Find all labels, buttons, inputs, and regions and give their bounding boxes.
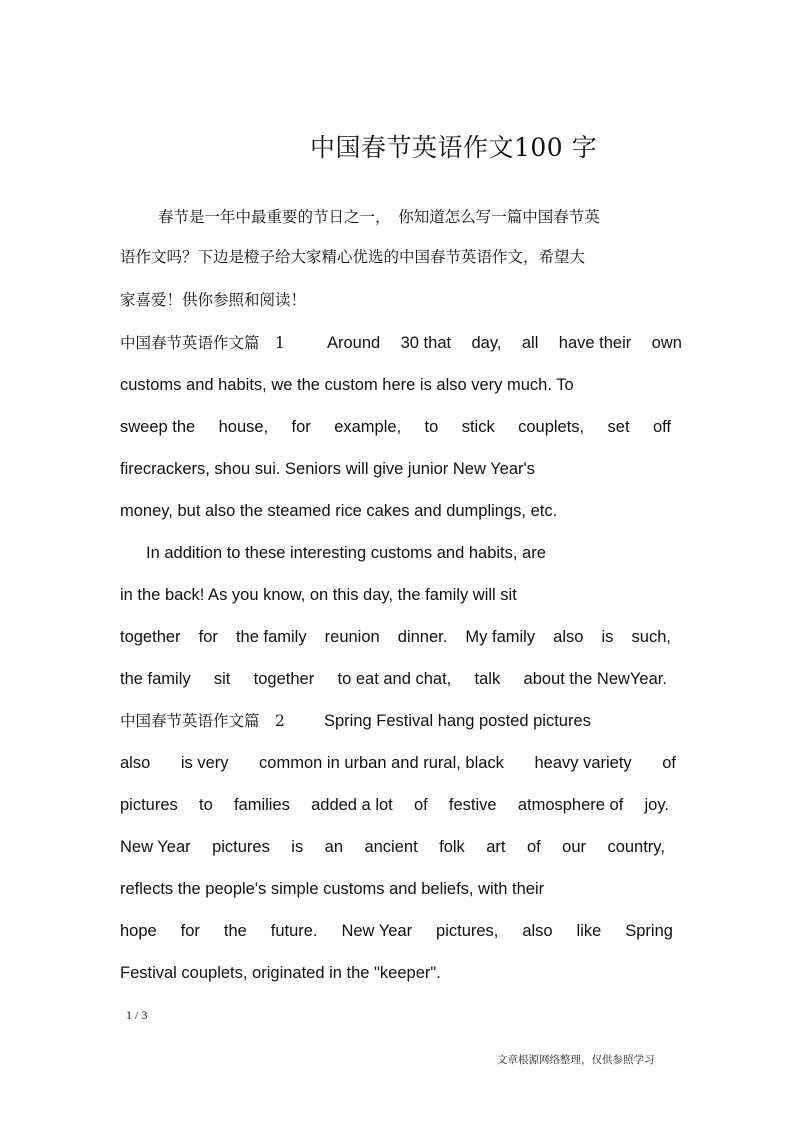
word: couplets, [518,418,585,436]
essay2-line-2 [120,753,676,773]
word: own [651,334,682,352]
essay1-line-6: In addition to these interesting customs and habits, are [146,544,546,562]
word: to [424,418,439,436]
intro-line-2: 语作文吗？下边是橙子给大家精心优选的中国春节英语作文，希望大 [120,248,586,266]
word: day, [471,334,502,352]
intro-line-1: 春节是一年中最重要的节日之一， 你知道怎么写一篇中国春节英 [158,208,600,226]
word: atmosphere of [517,796,624,814]
word: is [291,838,304,856]
word: set [607,418,630,436]
word: the [223,922,247,940]
word: art [486,838,506,856]
word: all [521,334,539,352]
word: to [198,796,213,814]
word: also [553,628,584,646]
essay2-line-4 [120,837,665,857]
word: of [662,754,676,772]
word: hope [120,922,157,940]
word: like [576,922,602,940]
word: families [233,796,290,814]
word: off [652,418,671,436]
essay1-line-8 [120,627,671,647]
word: also [120,754,151,772]
word: folk [439,838,465,856]
word: is very [180,754,229,772]
word: example, [334,418,402,436]
word: the family [235,628,307,646]
word: common in urban and rural, black [259,754,504,772]
word: house, [218,418,269,436]
word: 30 that [400,334,452,352]
word: joy. [644,796,669,814]
essay1-line-7: in the back! As you know, on this day, the family will sit [120,586,517,604]
word: pictures [212,838,270,856]
word: together [120,628,181,646]
word: of [413,796,428,814]
word: future. [270,922,318,940]
essay1-heading-line [120,333,285,354]
essay1-line-4: firecrackers, shou sui. Seniors will give junior New Year's [120,460,535,478]
essay2-line-6 [120,921,673,941]
word: heavy variety [534,754,632,772]
essay2-line-1: Spring Festival hang posted pictures [324,712,591,730]
word: about the NewYear. [523,670,667,688]
word: for [180,922,200,940]
word: also [522,922,553,940]
word: My family [465,628,536,646]
word: an [324,838,344,856]
word: for [291,418,311,436]
word: added a lot [311,796,393,814]
essay1-line-5: money, but also the steamed rice cakes and dumplings, etc. [120,502,558,520]
word: sit [213,670,231,688]
word: pictures, [436,922,499,940]
word: country, [607,838,665,856]
word: ancient [364,838,418,856]
page-number: 1 / 3 [126,1008,148,1022]
word: talk [474,670,501,688]
word: the family [120,670,191,688]
essay1-line-2: customs and habits, we the custom here is also very much. To [120,376,574,394]
essay1-line-3 [120,417,671,437]
essay2-line-7: Festival couplets, originated in the "keeper". [120,964,441,982]
word: reunion [324,628,380,646]
essay2-heading: 中国春节英语作文篇 2 [120,712,285,730]
footer-note: 文章根源网络整理，仅供参照学习 [497,1054,655,1066]
essay2-line-5: reflects the people's simple customs and beliefs, with their [120,880,545,898]
document-title: 中国春节英语作文100 字 [310,133,598,162]
word: together [253,670,315,688]
word: sweep the [120,418,196,436]
word: dinner. [397,628,448,646]
word: for [198,628,218,646]
essay1-line-9 [120,669,667,689]
word: of [526,838,541,856]
word: our [562,838,586,856]
word: pictures [120,796,178,814]
word: have their [558,334,632,352]
word: Spring [625,922,673,940]
essay1-line-1 [327,333,682,353]
word: New Year [120,838,191,856]
essay2-line-3 [120,795,669,815]
word: stick [461,418,495,436]
intro-line-3: 家喜爱！供你参照和阅读！ [120,291,307,309]
essay1-heading: 中国春节英语作文篇 1 [120,334,285,352]
word: is [601,628,614,646]
word: festive [448,796,497,814]
word: New Year [341,922,413,940]
word: such, [631,628,671,646]
word: Around [327,334,381,352]
word: to eat and chat, [337,670,452,688]
essay2-heading-line [120,711,285,732]
